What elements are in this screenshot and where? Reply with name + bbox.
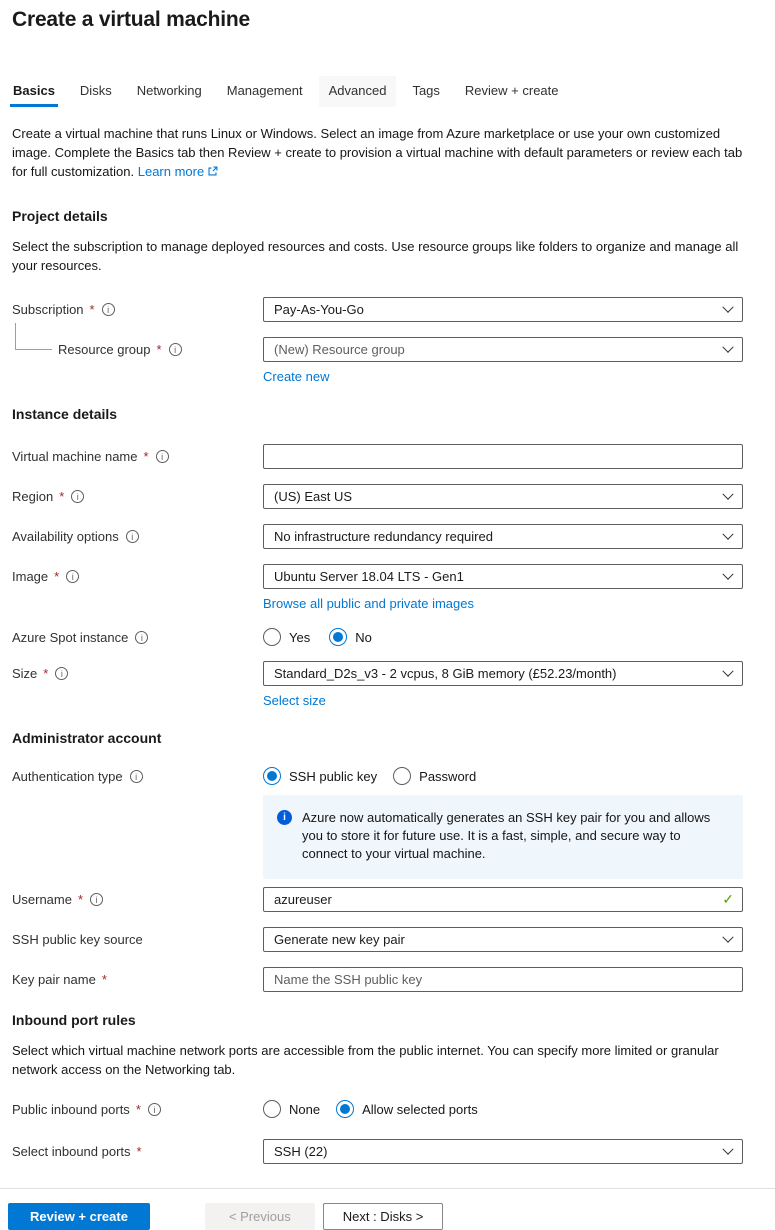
availability-options-label xyxy=(12,524,263,544)
region-value: (US) East US xyxy=(274,489,353,504)
select-inbound-ports-dropdown[interactable] xyxy=(263,1139,743,1164)
ssh-key-source-label-text: SSH public key source xyxy=(12,932,143,947)
username-label-text: Username xyxy=(12,892,72,907)
azure-spot-radio-group xyxy=(263,625,743,646)
radio-selected-icon xyxy=(263,767,281,785)
field-row-ssh-key-source xyxy=(12,927,745,952)
page-title: Create a virtual machine xyxy=(12,8,250,31)
section-instance-details: Instance details xyxy=(12,406,118,422)
vm-name-input[interactable] xyxy=(263,444,743,469)
public-inbound-ports-radio-group xyxy=(263,1097,743,1118)
vm-name-label xyxy=(12,444,263,464)
subscription-label xyxy=(12,297,263,317)
ssh-key-source-value: Generate new key pair xyxy=(274,932,405,947)
chevron-down-icon xyxy=(722,665,733,676)
authentication-type-radio-group xyxy=(263,764,743,785)
instance-details-form xyxy=(12,444,745,1164)
footer-actions xyxy=(0,1189,775,1230)
image-label-text: Image xyxy=(12,569,49,584)
field-row-azure-spot xyxy=(12,625,745,646)
select-inbound-ports-label-text: Select inbound ports xyxy=(12,1144,131,1159)
vm-name-label-text: Virtual machine name xyxy=(12,449,138,464)
availability-options-value: No infrastructure redundancy required xyxy=(274,529,493,544)
intro-paragraph xyxy=(12,124,745,182)
public-inbound-ports-label xyxy=(12,1097,263,1117)
required-asterisk: * xyxy=(135,1102,141,1117)
chevron-down-icon xyxy=(722,568,733,579)
image-label xyxy=(12,564,263,584)
review-create-button[interactable]: Review + create xyxy=(8,1203,150,1230)
info-icon[interactable]: i xyxy=(130,770,143,783)
image-dropdown[interactable] xyxy=(263,564,743,589)
radio-unselected-icon xyxy=(263,1100,281,1118)
basics-form xyxy=(12,297,745,1164)
auth-option-ssh-key[interactable] xyxy=(263,767,377,785)
field-row-username xyxy=(12,887,745,912)
required-asterisk: * xyxy=(77,892,84,907)
image-value: Ubuntu Server 18.04 LTS - Gen1 xyxy=(274,569,464,584)
size-dropdown[interactable] xyxy=(263,661,743,686)
info-icon[interactable]: i xyxy=(71,490,84,503)
field-row-vm-name xyxy=(12,444,745,469)
administrator-account-form xyxy=(12,764,745,1164)
info-icon[interactable]: i xyxy=(135,631,148,644)
field-row-image xyxy=(12,564,745,613)
availability-options-dropdown[interactable] xyxy=(263,524,743,549)
authentication-type-label xyxy=(12,764,263,784)
azure-spot-label xyxy=(12,625,263,645)
learn-more-label: Learn more xyxy=(137,164,205,179)
availability-options-label-text: Availability options xyxy=(12,529,119,544)
field-row-size xyxy=(12,661,745,710)
hierarchy-connector-line xyxy=(15,323,52,350)
info-icon[interactable]: i xyxy=(90,893,103,906)
radio-unselected-icon xyxy=(263,628,281,646)
region-label xyxy=(12,484,263,504)
info-icon[interactable]: i xyxy=(148,1103,161,1116)
field-row-subscription xyxy=(12,297,745,322)
select-inbound-ports-value: SSH (22) xyxy=(274,1144,328,1159)
tab-review-create[interactable]: Review + create xyxy=(464,83,559,98)
tab-management[interactable]: Management xyxy=(226,83,303,98)
ssh-info-box xyxy=(263,795,743,879)
field-row-select-inbound-ports xyxy=(12,1139,745,1164)
username-label xyxy=(12,887,263,907)
azure-spot-yes-label: Yes xyxy=(289,629,311,645)
info-filled-icon: i xyxy=(277,810,292,825)
key-pair-name-label-text: Key pair name xyxy=(12,972,96,987)
radio-unselected-icon xyxy=(393,767,411,785)
required-asterisk: * xyxy=(89,302,95,317)
auth-password-label: Password xyxy=(419,768,477,784)
chevron-down-icon xyxy=(722,341,733,352)
azure-spot-option-yes[interactable] xyxy=(263,628,310,646)
required-asterisk: * xyxy=(101,972,107,987)
field-row-public-inbound-ports xyxy=(12,1097,745,1118)
ports-option-none[interactable] xyxy=(263,1100,320,1118)
ssh-key-source-dropdown[interactable] xyxy=(263,927,743,952)
info-icon[interactable]: i xyxy=(66,570,79,583)
create-new-link[interactable]: Create new xyxy=(263,369,330,384)
field-row-resource-group xyxy=(12,337,745,386)
select-inbound-ports-label xyxy=(12,1139,263,1159)
previous-button[interactable]: < Previous xyxy=(205,1203,315,1230)
subscription-label-text: Subscription xyxy=(12,302,84,317)
section-administrator-account: Administrator account xyxy=(12,730,162,746)
browse-images-link[interactable]: Browse all public and private images xyxy=(263,596,474,611)
chevron-down-icon xyxy=(722,528,733,539)
region-label-text: Region xyxy=(12,489,54,504)
info-icon[interactable]: i xyxy=(55,667,68,680)
required-asterisk: * xyxy=(143,449,149,464)
ports-option-allow-selected[interactable] xyxy=(336,1100,478,1118)
field-row-region xyxy=(12,484,745,509)
ssh-info-text: Azure now automatically generates an SSH key pair for you and allows you to store it for future use. It is a fast, simple, and secure way to connect to your virtual machine. xyxy=(302,810,711,861)
select-size-link[interactable]: Select size xyxy=(263,693,326,708)
size-value: Standard_D2s_v3 - 2 vcpus, 8 GiB memory (£52.23/month) xyxy=(274,666,617,681)
info-icon[interactable]: i xyxy=(102,303,115,316)
field-row-authentication-type xyxy=(12,764,745,879)
key-pair-name-label xyxy=(12,967,263,987)
azure-spot-no-label: No xyxy=(355,629,372,645)
chevron-down-icon xyxy=(722,1143,733,1154)
tab-tags[interactable]: Tags xyxy=(412,83,440,98)
section-inbound-port-rules: Inbound port rules xyxy=(12,1012,136,1028)
auth-option-password[interactable] xyxy=(393,767,476,785)
intro-text: Create a virtual machine that runs Linux or Windows. Select an image from Azure marketplace or use your own customized image. Complete the Basics tab then Review + create to provision a virtual machine with default parameters or review each tab for full customization. xyxy=(12,126,743,179)
public-inbound-ports-label-text: Public inbound ports xyxy=(12,1102,130,1117)
ports-none-label: None xyxy=(289,1101,321,1117)
project-details-description: Select the subscription to manage deployed resources and costs. Use resource groups like folders to organize and manage all your resources. xyxy=(12,239,739,273)
radio-selected-icon xyxy=(336,1100,354,1118)
required-asterisk: * xyxy=(136,1144,142,1159)
inbound-port-rules-form xyxy=(12,1097,745,1164)
valid-check-icon: ✓ xyxy=(722,891,734,907)
tab-basics[interactable]: Basics xyxy=(12,76,56,107)
subscription-value: Pay-As-You-Go xyxy=(274,302,364,317)
info-icon[interactable]: i xyxy=(156,450,169,463)
azure-spot-label-text: Azure Spot instance xyxy=(12,630,129,645)
chevron-down-icon xyxy=(722,301,733,312)
tab-advanced[interactable]: Advanced xyxy=(319,76,397,107)
size-label-text: Size xyxy=(12,666,38,681)
size-label xyxy=(12,661,263,681)
tab-networking[interactable]: Networking xyxy=(136,83,202,98)
info-icon[interactable]: i xyxy=(169,343,182,356)
chevron-down-icon xyxy=(722,488,733,499)
auth-ssh-key-label: SSH public key xyxy=(289,768,378,784)
wizard-tabs xyxy=(12,76,745,107)
chevron-down-icon xyxy=(722,931,733,942)
field-row-availability-options xyxy=(12,524,745,549)
resource-group-placeholder: (New) Resource group xyxy=(274,342,405,357)
key-pair-name-input[interactable] xyxy=(263,967,743,992)
required-asterisk: * xyxy=(43,666,49,681)
tab-disks[interactable]: Disks xyxy=(79,83,112,98)
radio-selected-icon xyxy=(329,628,347,646)
learn-more-link[interactable] xyxy=(138,164,218,179)
ssh-key-source-label xyxy=(12,927,263,947)
ports-allow-selected-label: Allow selected ports xyxy=(362,1101,478,1117)
inbound-port-rules-description: Select which virtual machine network ports are accessible from the public internet. You can specify more limited or granular network access on the Networking tab. xyxy=(12,1043,719,1077)
resource-group-dropdown[interactable] xyxy=(263,337,743,362)
required-asterisk: * xyxy=(156,342,162,357)
required-asterisk: * xyxy=(59,489,65,504)
info-icon[interactable]: i xyxy=(126,530,139,543)
subscription-dropdown[interactable] xyxy=(263,297,743,322)
field-row-key-pair-name xyxy=(12,967,745,992)
authentication-type-label-text: Authentication type xyxy=(12,769,123,784)
region-dropdown[interactable] xyxy=(263,484,743,509)
next-disks-button[interactable]: Next : Disks > xyxy=(323,1203,444,1230)
required-asterisk: * xyxy=(54,569,60,584)
section-project-details: Project details xyxy=(12,208,108,224)
external-link-icon xyxy=(207,163,218,182)
azure-spot-option-no[interactable] xyxy=(329,628,372,646)
username-input[interactable] xyxy=(263,887,743,912)
resource-group-label-text: Resource group xyxy=(58,342,151,357)
username-input-wrapper xyxy=(263,887,743,912)
